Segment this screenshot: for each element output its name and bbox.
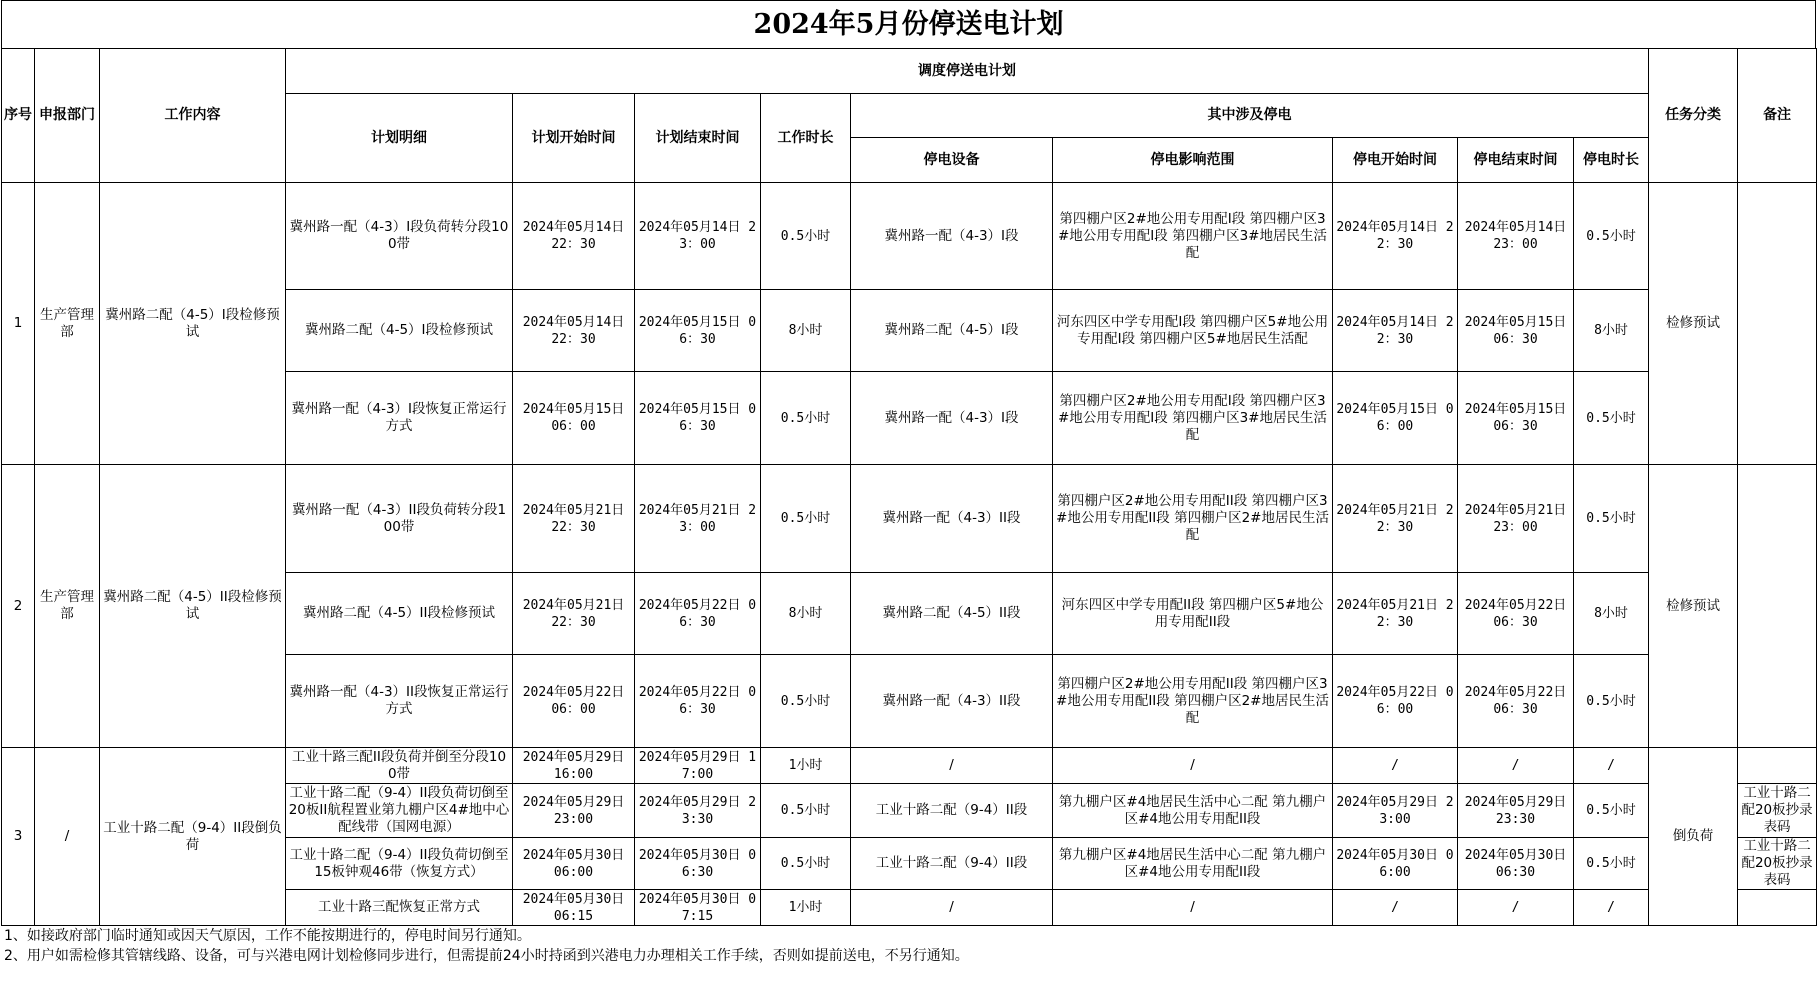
out-end-cell: 2024年05月14日 23：00 (1458, 183, 1574, 290)
header-dispatch: 调度停送电计划 (286, 49, 1649, 94)
work-cell: 冀州路二配（4-5）I段检修预试 (100, 183, 286, 465)
scope-cell: 第四棚户区2#地公用专用配II段 第四棚户区3#地公用专用配II段 第四棚户区2#地居民生活配 (1053, 465, 1333, 573)
remark-cell (1738, 748, 1817, 784)
remark-cell (1738, 183, 1817, 465)
out-duration-cell: 0.5小时 (1574, 183, 1649, 290)
header-dept: 申报部门 (35, 49, 100, 183)
dept-cell: / (35, 748, 100, 926)
plan-end-cell: 2024年05月29日 23:30 (635, 784, 761, 838)
plan-start-cell: 2024年05月21日 22：30 (513, 573, 635, 655)
header-out-duration: 停电时长 (1574, 138, 1649, 183)
task-type-cell: 检修预试 (1649, 465, 1738, 748)
task-type-cell: 倒负荷 (1649, 748, 1738, 926)
device-cell: 冀州路二配（4-5）I段 (851, 290, 1053, 372)
work-duration-cell: 1小时 (761, 748, 851, 784)
header-scope: 停电影响范围 (1053, 138, 1333, 183)
out-duration-cell: / (1574, 748, 1649, 784)
seq-cell: 2 (2, 465, 35, 748)
header-out-end: 停电结束时间 (1458, 138, 1574, 183)
out-start-cell: 2024年05月15日 06：00 (1333, 372, 1458, 465)
out-duration-cell: 8小时 (1574, 290, 1649, 372)
plan-detail-cell: 工业十路二配（9-4）II段负荷切倒至20板II航程置业第九棚户区4#地中心配线带（国网电源） (286, 784, 513, 838)
device-cell: / (851, 890, 1053, 926)
out-end-cell: 2024年05月22日 06：30 (1458, 655, 1574, 748)
out-duration-cell: 0.5小时 (1574, 655, 1649, 748)
plan-start-cell: 2024年05月22日 06：00 (513, 655, 635, 748)
plan-detail-cell: 冀州路二配（4-5）I段检修预试 (286, 290, 513, 372)
out-start-cell: / (1333, 748, 1458, 784)
device-cell: 工业十路二配（9-4）II段 (851, 784, 1053, 838)
schedule-table (1, 48, 1817, 926)
out-start-cell: 2024年05月21日 22：30 (1333, 573, 1458, 655)
header-remark: 备注 (1738, 49, 1817, 183)
remark-cell: 工业十路二配20板抄录表码 (1738, 784, 1817, 838)
plan-detail-cell: 冀州路二配（4-5）II段检修预试 (286, 573, 513, 655)
work-duration-cell: 8小时 (761, 290, 851, 372)
plan-start-cell: 2024年05月15日 06：00 (513, 372, 635, 465)
note-line: 2、用户如需检修其管辖线路、设备，可与兴港电网计划检修同步进行，但需提前24小时持函到兴港电力办理相关工作手续，否则如提前送电，不另行通知。 (4, 948, 969, 964)
out-end-cell: / (1458, 748, 1574, 784)
out-start-cell: 2024年05月21日 22：30 (1333, 465, 1458, 573)
out-end-cell: 2024年05月30日 06:30 (1458, 838, 1574, 890)
scope-cell: 河东四区中学专用配I段 第四棚户区5#地公用专用配I段 第四棚户区5#地居民生活配 (1053, 290, 1333, 372)
header-out-start: 停电开始时间 (1333, 138, 1458, 183)
out-duration-cell: 0.5小时 (1574, 372, 1649, 465)
dept-cell: 生产管理部 (35, 183, 100, 465)
work-duration-cell: 8小时 (761, 573, 851, 655)
plan-end-cell: 2024年05月22日 06：30 (635, 573, 761, 655)
device-cell: 冀州路一配（4-3）I段 (851, 183, 1053, 290)
work-duration-cell: 0.5小时 (761, 372, 851, 465)
header-plan-detail: 计划明细 (286, 94, 513, 183)
device-cell: / (851, 748, 1053, 784)
work-duration-cell: 0.5小时 (761, 838, 851, 890)
out-end-cell: 2024年05月22日 06：30 (1458, 573, 1574, 655)
plan-start-cell: 2024年05月29日 23:00 (513, 784, 635, 838)
scope-cell: 河东四区中学专用配II段 第四棚户区5#地公用专用配II段 (1053, 573, 1333, 655)
page-title: 2024年5月份停送电计划 (1, 0, 1816, 48)
out-start-cell: 2024年05月22日 06：00 (1333, 655, 1458, 748)
plan-detail-cell: 冀州路一配（4-3）I段恢复正常运行方式 (286, 372, 513, 465)
header-device: 停电设备 (851, 138, 1053, 183)
plan-end-cell: 2024年05月15日 06：30 (635, 290, 761, 372)
scope-cell: / (1053, 748, 1333, 784)
remark-cell (1738, 890, 1817, 926)
header-plan-start: 计划开始时间 (513, 94, 635, 183)
plan-detail-cell: 工业十路二配（9-4）II段负荷切倒至15板钟观46带（恢复方式） (286, 838, 513, 890)
plan-detail-cell: 冀州路一配（4-3）I段负荷转分段100带 (286, 183, 513, 290)
scope-cell: 第九棚户区#4地居民生活中心二配 第九棚户区#4地公用专用配II段 (1053, 784, 1333, 838)
dept-cell: 生产管理部 (35, 465, 100, 748)
seq-cell: 3 (2, 748, 35, 926)
out-duration-cell: 8小时 (1574, 573, 1649, 655)
header-work: 工作内容 (100, 49, 286, 183)
header-work-duration: 工作时长 (761, 94, 851, 183)
plan-start-cell: 2024年05月14日 22：30 (513, 183, 635, 290)
plan-detail-cell: 冀州路一配（4-3）II段恢复正常运行方式 (286, 655, 513, 748)
remark-cell: 工业十路二配20板抄录表码 (1738, 838, 1817, 890)
device-cell: 冀州路一配（4-3）II段 (851, 655, 1053, 748)
notes (0, 926, 1817, 966)
scope-cell: 第四棚户区2#地公用专用配I段 第四棚户区3#地公用专用配I段 第四棚户区3#地居民生活配 (1053, 372, 1333, 465)
plan-start-cell: 2024年05月30日 06:00 (513, 838, 635, 890)
plan-end-cell: 2024年05月15日 06：30 (635, 372, 761, 465)
plan-end-cell: 2024年05月30日 07:15 (635, 890, 761, 926)
plan-end-cell: 2024年05月14日 23：00 (635, 183, 761, 290)
work-duration-cell: 0.5小时 (761, 183, 851, 290)
out-end-cell: 2024年05月29日 23:30 (1458, 784, 1574, 838)
out-start-cell: 2024年05月14日 22：30 (1333, 290, 1458, 372)
device-cell: 冀州路一配（4-3）I段 (851, 372, 1053, 465)
plan-start-cell: 2024年05月29日 16:00 (513, 748, 635, 784)
device-cell: 冀州路二配（4-5）II段 (851, 573, 1053, 655)
scope-cell: 第四棚户区2#地公用专用配I段 第四棚户区3#地公用专用配I段 第四棚户区3#地居民生活配 (1053, 183, 1333, 290)
plan-end-cell: 2024年05月29日 17:00 (635, 748, 761, 784)
out-start-cell: / (1333, 890, 1458, 926)
plan-detail-cell: 工业十路三配恢复正常方式 (286, 890, 513, 926)
out-start-cell: 2024年05月14日 22：30 (1333, 183, 1458, 290)
plan-end-cell: 2024年05月30日 06:30 (635, 838, 761, 890)
plan-end-cell: 2024年05月21日 23：00 (635, 465, 761, 573)
header-task-type: 任务分类 (1649, 49, 1738, 183)
work-duration-cell: 0.5小时 (761, 465, 851, 573)
note-line: 1、如接政府部门临时通知或因天气原因，工作不能按期进行的，停电时间另行通知。 (4, 928, 531, 944)
plan-detail-cell: 冀州路一配（4-3）II段负荷转分段100带 (286, 465, 513, 573)
out-start-cell: 2024年05月30日 06:00 (1333, 838, 1458, 890)
seq-cell: 1 (2, 183, 35, 465)
out-duration-cell: 0.5小时 (1574, 465, 1649, 573)
work-cell: 工业十路二配（9-4）II段倒负荷 (100, 748, 286, 926)
out-end-cell: 2024年05月15日 06：30 (1458, 372, 1574, 465)
scope-cell: 第九棚户区#4地居民生活中心二配 第九棚户区#4地公用专用配II段 (1053, 838, 1333, 890)
device-cell: 冀州路一配（4-3）II段 (851, 465, 1053, 573)
header-seq: 序号 (2, 49, 35, 183)
plan-start-cell: 2024年05月30日 06:15 (513, 890, 635, 926)
header-plan-end: 计划结束时间 (635, 94, 761, 183)
plan-start-cell: 2024年05月21日 22：30 (513, 465, 635, 573)
scope-cell: / (1053, 890, 1333, 926)
out-end-cell: 2024年05月15日 06：30 (1458, 290, 1574, 372)
out-end-cell: / (1458, 890, 1574, 926)
work-duration-cell: 0.5小时 (761, 784, 851, 838)
plan-start-cell: 2024年05月14日 22：30 (513, 290, 635, 372)
header-involves: 其中涉及停电 (851, 94, 1649, 138)
out-duration-cell: 0.5小时 (1574, 838, 1649, 890)
work-duration-cell: 1小时 (761, 890, 851, 926)
plan-end-cell: 2024年05月22日 06：30 (635, 655, 761, 748)
device-cell: 工业十路二配（9-4）II段 (851, 838, 1053, 890)
out-start-cell: 2024年05月29日 23:00 (1333, 784, 1458, 838)
task-type-cell: 检修预试 (1649, 183, 1738, 465)
out-duration-cell: / (1574, 890, 1649, 926)
plan-detail-cell: 工业十路三配II段负荷并倒至分段100带 (286, 748, 513, 784)
work-duration-cell: 0.5小时 (761, 655, 851, 748)
remark-cell (1738, 465, 1817, 748)
out-duration-cell: 0.5小时 (1574, 784, 1649, 838)
scope-cell: 第四棚户区2#地公用专用配II段 第四棚户区3#地公用专用配II段 第四棚户区2#地居民生活配 (1053, 655, 1333, 748)
out-end-cell: 2024年05月21日 23：00 (1458, 465, 1574, 573)
work-cell: 冀州路二配（4-5）II段检修预试 (100, 465, 286, 748)
